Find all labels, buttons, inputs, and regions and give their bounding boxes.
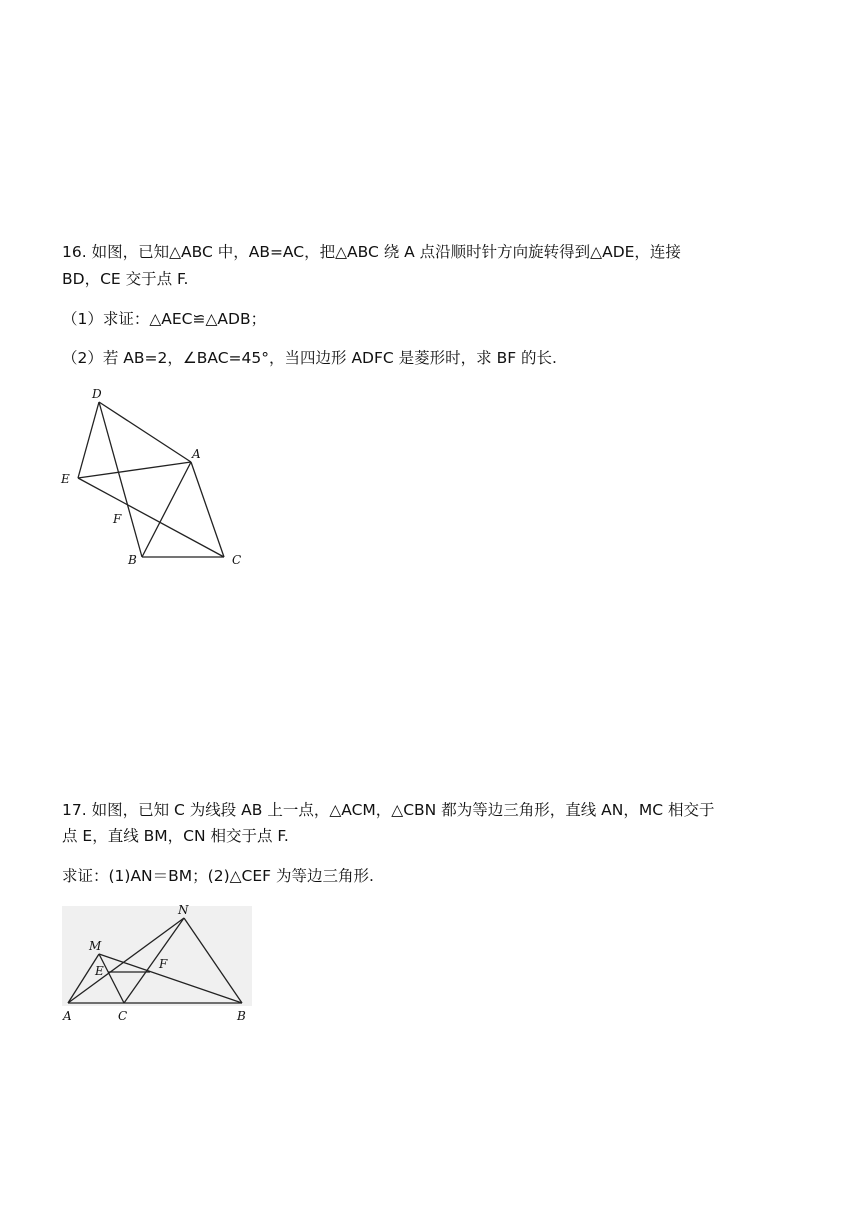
segment-AB (142, 462, 191, 557)
label-C: C (118, 1009, 128, 1023)
label-M: M (89, 939, 102, 953)
problem16-statement-line2: BD，CE 交于点 F. (62, 270, 189, 288)
segment-DE (78, 402, 99, 478)
problem17-statement-line1: 17. 如图，已知 C 为线段 AB 上一点，△ACM，△CBN 都为等边三角形，直线 AN，MC 相交于 (62, 801, 715, 819)
label-B: B (128, 553, 137, 567)
label-A: A (192, 447, 201, 461)
problem16-figure (50, 380, 250, 575)
segment-EC (78, 478, 224, 557)
segment-EA (78, 462, 191, 478)
label-F: F (113, 512, 122, 526)
label-N: N (178, 903, 189, 917)
label-E: E (95, 964, 104, 978)
problem17-figure (60, 900, 260, 1030)
label-C: C (232, 553, 242, 567)
problem16-part2: （2）若 AB=2，∠BAC=45°，当四边形 ADFC 是菱形时，求 BF 的长. (62, 349, 557, 367)
label-F: F (159, 957, 168, 971)
label-D: D (92, 387, 102, 401)
label-A: A (63, 1009, 72, 1023)
segment-AC (191, 462, 224, 557)
problem16-statement-line1: 16. 如图，已知△ABC 中，AB=AC，把△ABC 绕 A 点沿顺时针方向旋转得到△ADE，连接 (62, 243, 681, 261)
problem17-statement-line2: 点 E，直线 BM，CN 相交于点 F. (62, 827, 289, 845)
problem16-part1: （1）求证：△AEC≌△ADB； (62, 310, 267, 328)
label-B: B (237, 1009, 246, 1023)
label-E: E (61, 472, 70, 486)
problem17-prove: 求证：(1)AN＝BM；(2)△CEF 为等边三角形. (62, 867, 374, 885)
